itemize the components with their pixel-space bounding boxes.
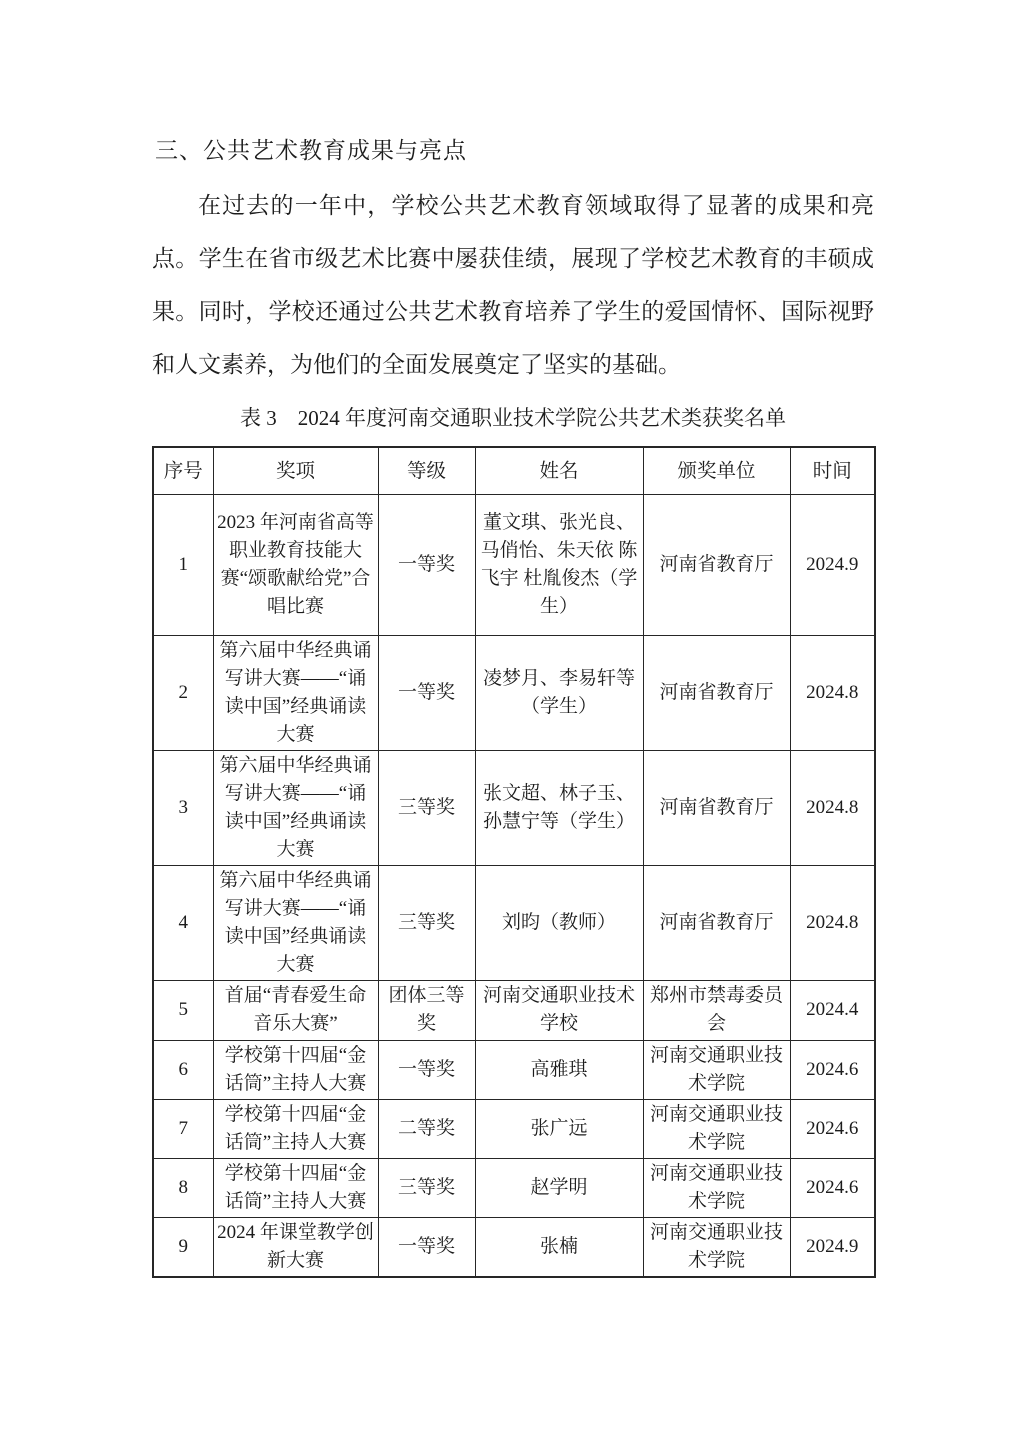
cell-names: 高雅琪 bbox=[475, 1040, 643, 1099]
cell-unit: 河南省教育厅 bbox=[643, 635, 790, 750]
cell-names: 凌梦月、李易轩等（学生） bbox=[475, 635, 643, 750]
cell-names: 董文琪、张光良、马俏怡、朱天依 陈飞宇 杜胤俊杰（学生） bbox=[475, 494, 643, 635]
table-row bbox=[153, 1040, 875, 1099]
column-header-name: 姓名 bbox=[475, 447, 643, 494]
cell-names: 张文超、林子玉、孙慧宁等（学生） bbox=[475, 750, 643, 865]
body-paragraph: 在过去的一年中，学校公共艺术教育领域取得了显著的成果和亮点。学生在省市级艺术比赛中屡获佳绩，展现了学校艺术教育的丰硕成果。同时，学校还通过公共艺术教育培养了学生的爱国情怀、国际视野和人文素养，为他们的全面发展奠定了坚实的基础。 bbox=[152, 193, 874, 377]
cell-names: 张楠 bbox=[475, 1217, 643, 1277]
table-row bbox=[153, 1099, 875, 1158]
table-row bbox=[153, 1217, 875, 1277]
cell-time: 2024.6 bbox=[790, 1099, 875, 1158]
cell-unit: 河南省教育厅 bbox=[643, 494, 790, 635]
cell-time: 2024.8 bbox=[790, 635, 875, 750]
cell-level: 三等奖 bbox=[378, 750, 475, 865]
column-header-award: 奖项 bbox=[213, 447, 378, 494]
cell-no: 1 bbox=[153, 494, 213, 635]
cell-names: 河南交通职业技术学校 bbox=[475, 980, 643, 1040]
cell-names: 张广远 bbox=[475, 1099, 643, 1158]
table-row bbox=[153, 635, 875, 750]
cell-award: 第六届中华经典诵写讲大赛——“诵读中国”经典诵读大赛 bbox=[213, 635, 378, 750]
cell-level: 三等奖 bbox=[378, 1158, 475, 1217]
cell-time: 2024.9 bbox=[790, 1217, 875, 1277]
cell-level: 一等奖 bbox=[378, 494, 475, 635]
cell-unit: 河南省教育厅 bbox=[643, 750, 790, 865]
cell-unit: 郑州市禁毒委员会 bbox=[643, 980, 790, 1040]
cell-no: 7 bbox=[153, 1099, 213, 1158]
awards-table bbox=[152, 446, 876, 1278]
cell-names: 刘昀（教师） bbox=[475, 865, 643, 980]
cell-level: 一等奖 bbox=[378, 1040, 475, 1099]
cell-time: 2024.9 bbox=[790, 494, 875, 635]
cell-award: 首届“青春爱生命音乐大赛” bbox=[213, 980, 378, 1040]
cell-unit: 河南交通职业技术学院 bbox=[643, 1040, 790, 1099]
cell-no: 5 bbox=[153, 980, 213, 1040]
cell-no: 6 bbox=[153, 1040, 213, 1099]
cell-level: 团体三等奖 bbox=[378, 980, 475, 1040]
cell-unit: 河南省教育厅 bbox=[643, 865, 790, 980]
cell-award: 第六届中华经典诵写讲大赛——“诵读中国”经典诵读大赛 bbox=[213, 750, 378, 865]
cell-time: 2024.8 bbox=[790, 750, 875, 865]
cell-award: 2024 年课堂教学创新大赛 bbox=[213, 1217, 378, 1277]
column-header-time: 时间 bbox=[790, 447, 875, 494]
section-heading: 三、公共艺术教育成果与亮点 bbox=[155, 138, 467, 163]
cell-award: 学校第十四届“金话筒”主持人大赛 bbox=[213, 1040, 378, 1099]
table-row bbox=[153, 865, 875, 980]
column-header-unit: 颁奖单位 bbox=[643, 447, 790, 494]
column-header-no: 序号 bbox=[153, 447, 213, 494]
cell-time: 2024.8 bbox=[790, 865, 875, 980]
cell-level: 三等奖 bbox=[378, 865, 475, 980]
table-header-row bbox=[153, 447, 875, 494]
cell-names: 赵学明 bbox=[475, 1158, 643, 1217]
cell-award: 2023 年河南省高等职业教育技能大赛“颂歌献给党”合唱比赛 bbox=[213, 494, 378, 635]
cell-no: 4 bbox=[153, 865, 213, 980]
cell-time: 2024.6 bbox=[790, 1040, 875, 1099]
cell-no: 9 bbox=[153, 1217, 213, 1277]
table-row bbox=[153, 1158, 875, 1217]
cell-no: 8 bbox=[153, 1158, 213, 1217]
cell-level: 一等奖 bbox=[378, 635, 475, 750]
cell-no: 2 bbox=[153, 635, 213, 750]
cell-no: 3 bbox=[153, 750, 213, 865]
table-row bbox=[153, 980, 875, 1040]
table-row bbox=[153, 750, 875, 865]
cell-time: 2024.4 bbox=[790, 980, 875, 1040]
cell-award: 学校第十四届“金话筒”主持人大赛 bbox=[213, 1158, 378, 1217]
cell-time: 2024.6 bbox=[790, 1158, 875, 1217]
cell-level: 二等奖 bbox=[378, 1099, 475, 1158]
table-row bbox=[153, 494, 875, 635]
cell-unit: 河南交通职业技术学院 bbox=[643, 1217, 790, 1277]
cell-unit: 河南交通职业技术学院 bbox=[643, 1099, 790, 1158]
document-content bbox=[152, 136, 874, 1278]
cell-award: 第六届中华经典诵写讲大赛——“诵读中国”经典诵读大赛 bbox=[213, 865, 378, 980]
cell-award: 学校第十四届“金话筒”主持人大赛 bbox=[213, 1099, 378, 1158]
column-header-level: 等级 bbox=[378, 447, 475, 494]
cell-unit: 河南交通职业技术学院 bbox=[643, 1158, 790, 1217]
cell-level: 一等奖 bbox=[378, 1217, 475, 1277]
table-caption: 表 3 2024 年度河南交通职业技术学院公共艺术类获奖名单 bbox=[240, 406, 786, 430]
